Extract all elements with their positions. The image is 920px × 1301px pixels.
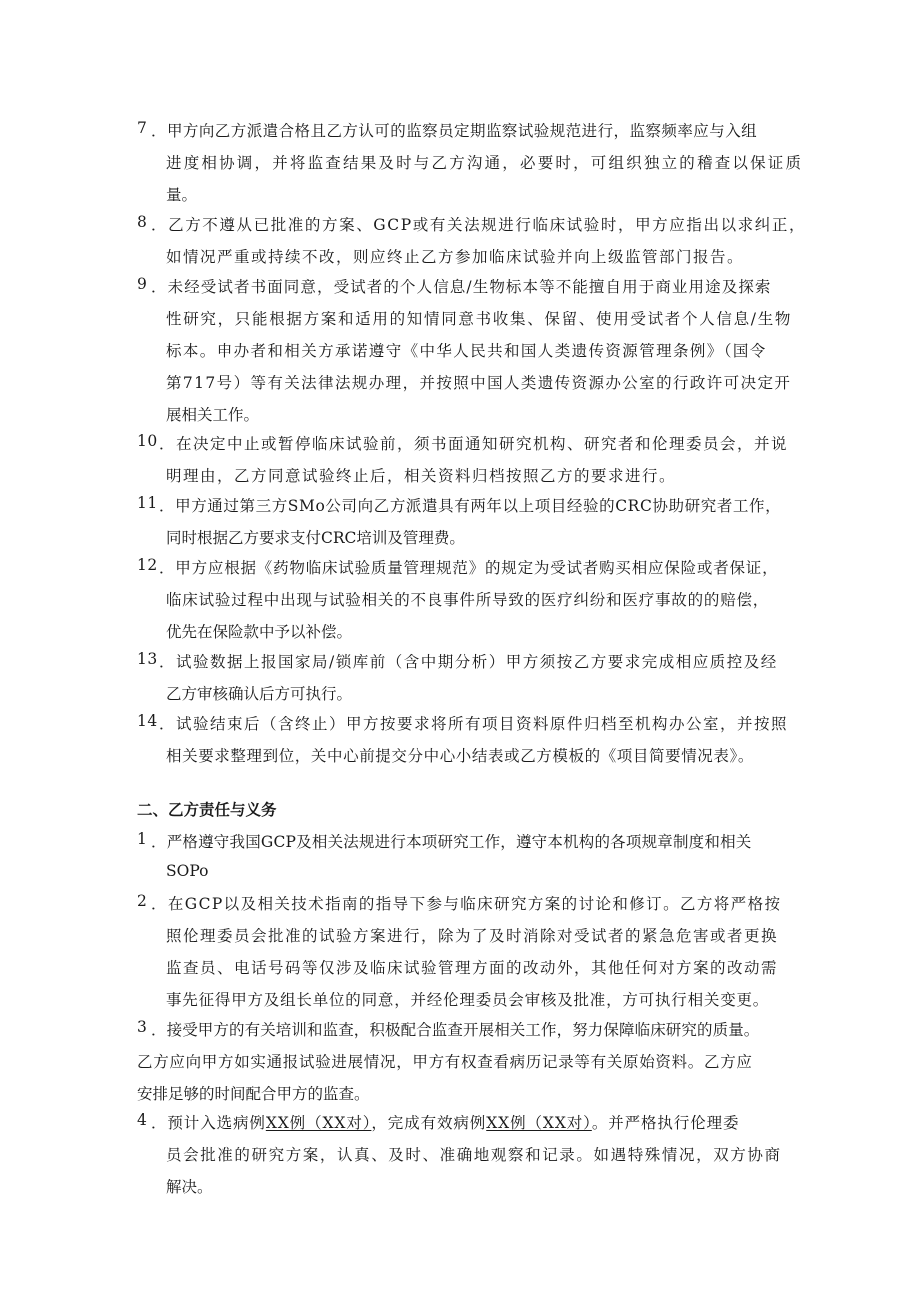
clause-text: ，完成有效病例 — [371, 1114, 487, 1132]
section-heading: 二、乙方责任与义务 — [137, 801, 277, 819]
clause-number: 7 — [137, 119, 148, 137]
clause-line: ．在决定中止或暂停临床试验前，须书面通知研究机构、研究者和伦理委员会，并说 — [159, 435, 789, 453]
clause-number: 13 — [137, 650, 158, 668]
clause-line: 量。 — [166, 186, 198, 204]
clause-line: 照伦理委员会批准的试验方案进行，除为了及时消除对受试者的紧急危害或者更换 — [166, 927, 779, 945]
clause-line: 同时根据乙方要求支付CRC培训及管理费。 — [166, 529, 465, 547]
clause-number: 11 — [137, 494, 158, 512]
clause-line: SOPo — [166, 862, 209, 880]
clause-line: 优先在保险款中予以补偿。 — [166, 623, 353, 641]
clause-number: 1 — [137, 830, 148, 848]
clause-line: 安排足够的时间配合甲方的监查。 — [137, 1085, 370, 1103]
clause-line: 进度相协调，并将监查结果及时与乙方沟通，必要时，可组织独立的稽查以保证质 — [166, 154, 804, 172]
clause-line: ．甲方向乙方派遣合格且乙方认可的监察员定期监察试验规范进行，监察频率应与入组 — [151, 122, 758, 140]
clause-line: ．接受甲方的有关培训和监查，积极配合监查开展相关工作，努力保障临床研究的质量。 — [151, 1021, 760, 1039]
clause-line: ．试验结束后（含终止）甲方按要求将所有项目资料原件归档至机构办公室，并按照 — [159, 715, 789, 733]
clause-line: ．试验数据上报国家局/锁库前（含中期分析）甲方须按乙方要求完成相应质控及经 — [159, 653, 778, 671]
clause-line: 性研究，只能根据方案和适用的知情同意书收集、保留、使用受试者个人信息/生物 — [166, 310, 793, 328]
clause-text: ．预计入选病例 — [151, 1114, 266, 1132]
clause-line: ．在GCP以及相关技术指南的指导下参与临床研究方案的讨论和修订。乙方将严格按 — [151, 895, 782, 913]
clause-line: 监查员、电话号码等仅涉及临床试验管理方面的改动外，其他任何对方案的改动需 — [166, 959, 779, 977]
clause-line: 员会批准的研究方案，认真、及时、准确地观察和记录。如遇特殊情况，双方协商 — [166, 1146, 782, 1164]
clause-number: 10 — [137, 432, 158, 450]
clause-line: 解决。 — [166, 1178, 213, 1196]
clause-line: 临床试验过程中出现与试验相关的不良事件所导致的医疗纠纷和医疗事故的的赔偿， — [166, 591, 770, 609]
clause-number: 9 — [137, 275, 148, 293]
clause-line: 相关要求整理到位，关中心前提交分中心小结表或乙方模板的《项目简要情况表》。 — [166, 747, 754, 765]
clause-line: ．乙方不遵从已批准的方案、GCP或有关法规进行临床试验时，甲方应指出以求纠正， — [151, 216, 807, 234]
clause-line: ．甲方应根据《药物临床试验质量管理规范》的规定为受试者购买相应保险或者保证， — [159, 559, 779, 577]
clause-text: 。并严格执行伦理委 — [591, 1114, 740, 1132]
clause-number: 4 — [137, 1111, 148, 1129]
clause-line: 标本。申办者和相关方承诺遵守《中华人民共和国人类遗传资源管理条例》（国令 — [166, 342, 767, 360]
enrollment-placeholder: XX例（XX对） — [265, 1114, 372, 1132]
clause-line: 展相关工作。 — [166, 406, 260, 424]
clause-line: 事先征得甲方及组长单位的同意，并经伦理委员会审核及批准，方可执行相关变更。 — [166, 991, 770, 1009]
clause-number: 14 — [137, 712, 158, 730]
clause-line: 乙方应向甲方如实通报试验进展情况，甲方有权查看病历记录等有关原始资料。乙方应 — [137, 1053, 753, 1071]
clause-line: 明理由，乙方同意试验终止后，相关资料归档按照乙方的要求进行。 — [166, 467, 677, 485]
clause-number: 8 — [137, 213, 148, 231]
clause-line: 第717号）等有关法律法规办理，并按照中国人类遗传资源办公室的行政许可决定开 — [166, 374, 792, 392]
clause-number: 2 — [137, 892, 148, 910]
clause-number: 3 — [137, 1018, 148, 1036]
clause-line: ．未经受试者书面同意，受试者的个人信息/生物标本等不能擅自用于商业用途及探索 — [151, 278, 772, 296]
clause-number: 12 — [137, 556, 158, 574]
clause-line — [151, 1111, 739, 1133]
clause-line: ．甲方通过第三方SMo公司向乙方派遣具有两年以上项目经验的CRC协助研究者工作， — [159, 497, 782, 515]
clause-line: ．严格遵守我国GCP及相关法规进行本项研究工作，遵守本机构的各项规章制度和相关 — [151, 833, 752, 851]
clause-line: 乙方审核确认后方可执行。 — [166, 685, 353, 703]
valid-cases-placeholder: XX例（XX对） — [486, 1114, 592, 1132]
clause-line: 如情况严重或持续不改，则应终止乙方参加临床试验并向上级监管部门报告。 — [166, 248, 745, 266]
